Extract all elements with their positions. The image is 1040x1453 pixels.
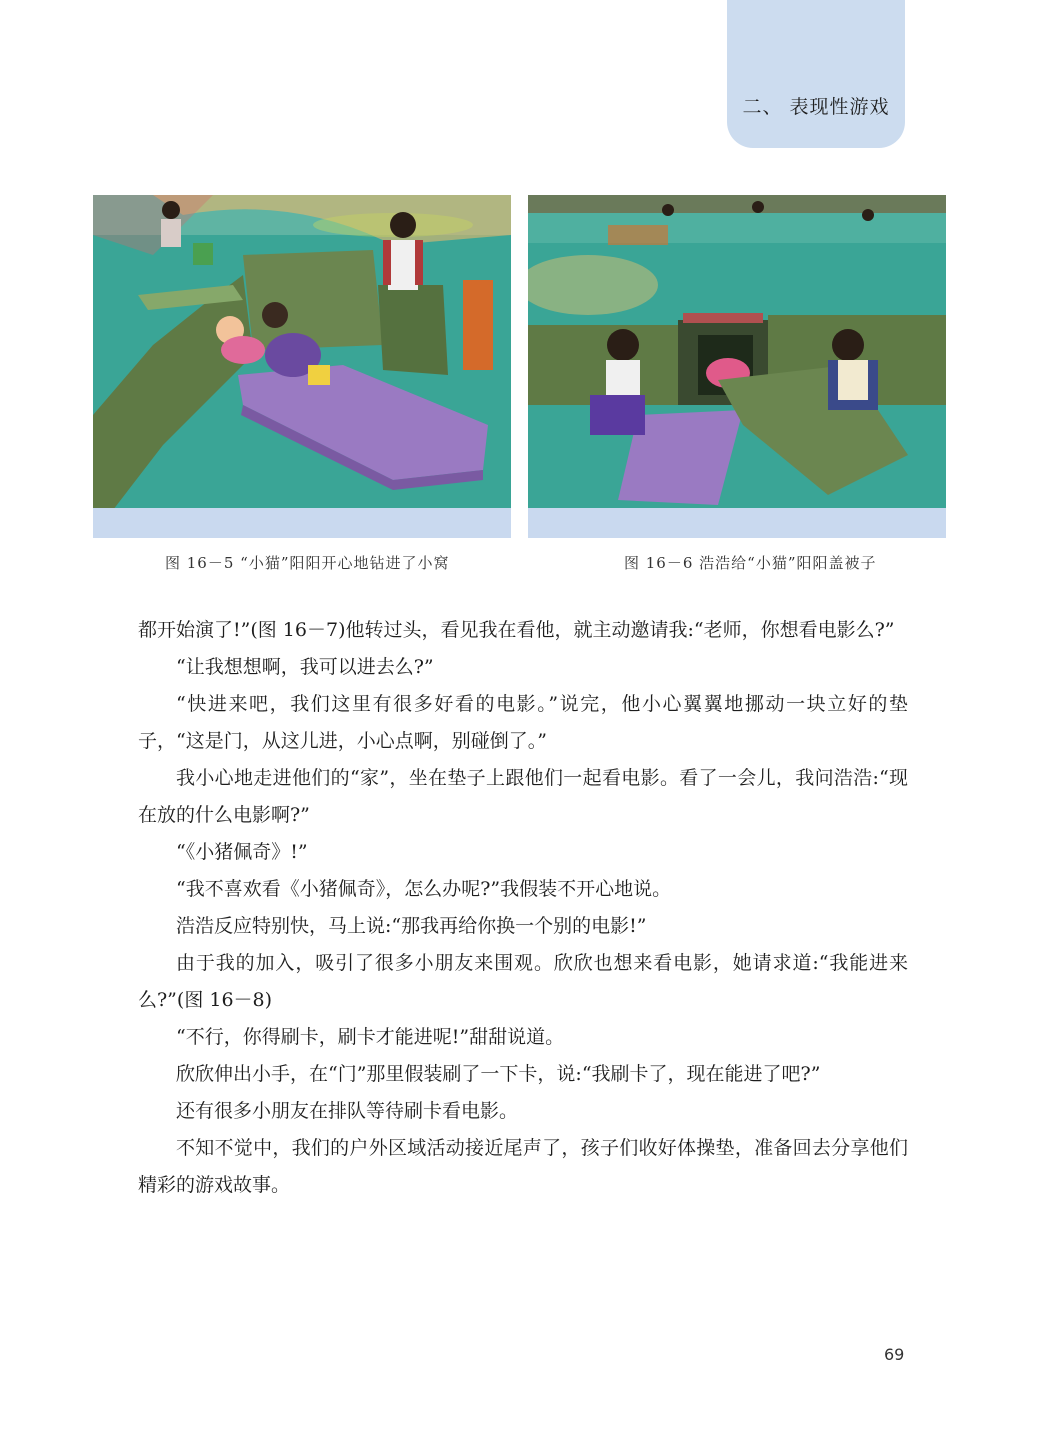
paragraph: 浩浩反应特别快，马上说:“那我再给你换一个别的电影!” [176, 915, 647, 937]
section-title: 二、 表现性游戏 [742, 96, 890, 118]
figure-16-5-photo [93, 195, 511, 538]
paragraph: 不知不觉中，我们的户外区域活动接近尾声了，孩子们收好体操垫，准备回去分享他们精彩的游戏故事。 [138, 1137, 908, 1196]
figure-16-5-caption: 图 16－5 “小猫”阳阳开心地钻进了小窝 [165, 554, 450, 572]
body-text [138, 612, 908, 1204]
paragraph: 还有很多小朋友在排队等待刷卡看电影。 [176, 1100, 519, 1122]
paragraph: “让我想想啊，我可以进去么?” [176, 656, 434, 678]
paragraph: 由于我的加入，吸引了很多小朋友来围观。欣欣也想来看电影，她请求道:“我能进来么?”(图 16－8) [138, 952, 908, 1011]
paragraph: 都开始演了!”(图 16－7)他转过头，看见我在看他，就主动邀请我:“老师，你想看电影么?” [138, 619, 895, 641]
figure-16-6-caption: 图 16－6 浩浩给“小猫”阳阳盖被子 [624, 554, 877, 572]
paragraph: 欣欣伸出小手，在“门”那里假装刷了一下卡，说:“我刷卡了，现在能进了吧?” [176, 1063, 821, 1085]
paragraph: “不行，你得刷卡，刷卡才能进呢!”甜甜说道。 [176, 1026, 565, 1048]
paragraph: “《小猪佩奇》!” [176, 841, 308, 863]
figure-16-6-photo [528, 195, 946, 538]
page-number: 69 [884, 1345, 905, 1364]
section-tab [727, 0, 905, 148]
paragraph: 我小心地走进他们的“家”，坐在垫子上跟他们一起看电影。看了一会儿，我问浩浩:“现在放的什么电影啊?” [138, 767, 908, 826]
paragraph: “我不喜欢看《小猪佩奇》，怎么办呢?”我假装不开心地说。 [176, 878, 672, 900]
paragraph: “快进来吧，我们这里有很多好看的电影。”说完，他小心翼翼地挪动一块立好的垫子，“这是门，从这儿进，小心点啊，别碰倒了。” [138, 693, 908, 752]
